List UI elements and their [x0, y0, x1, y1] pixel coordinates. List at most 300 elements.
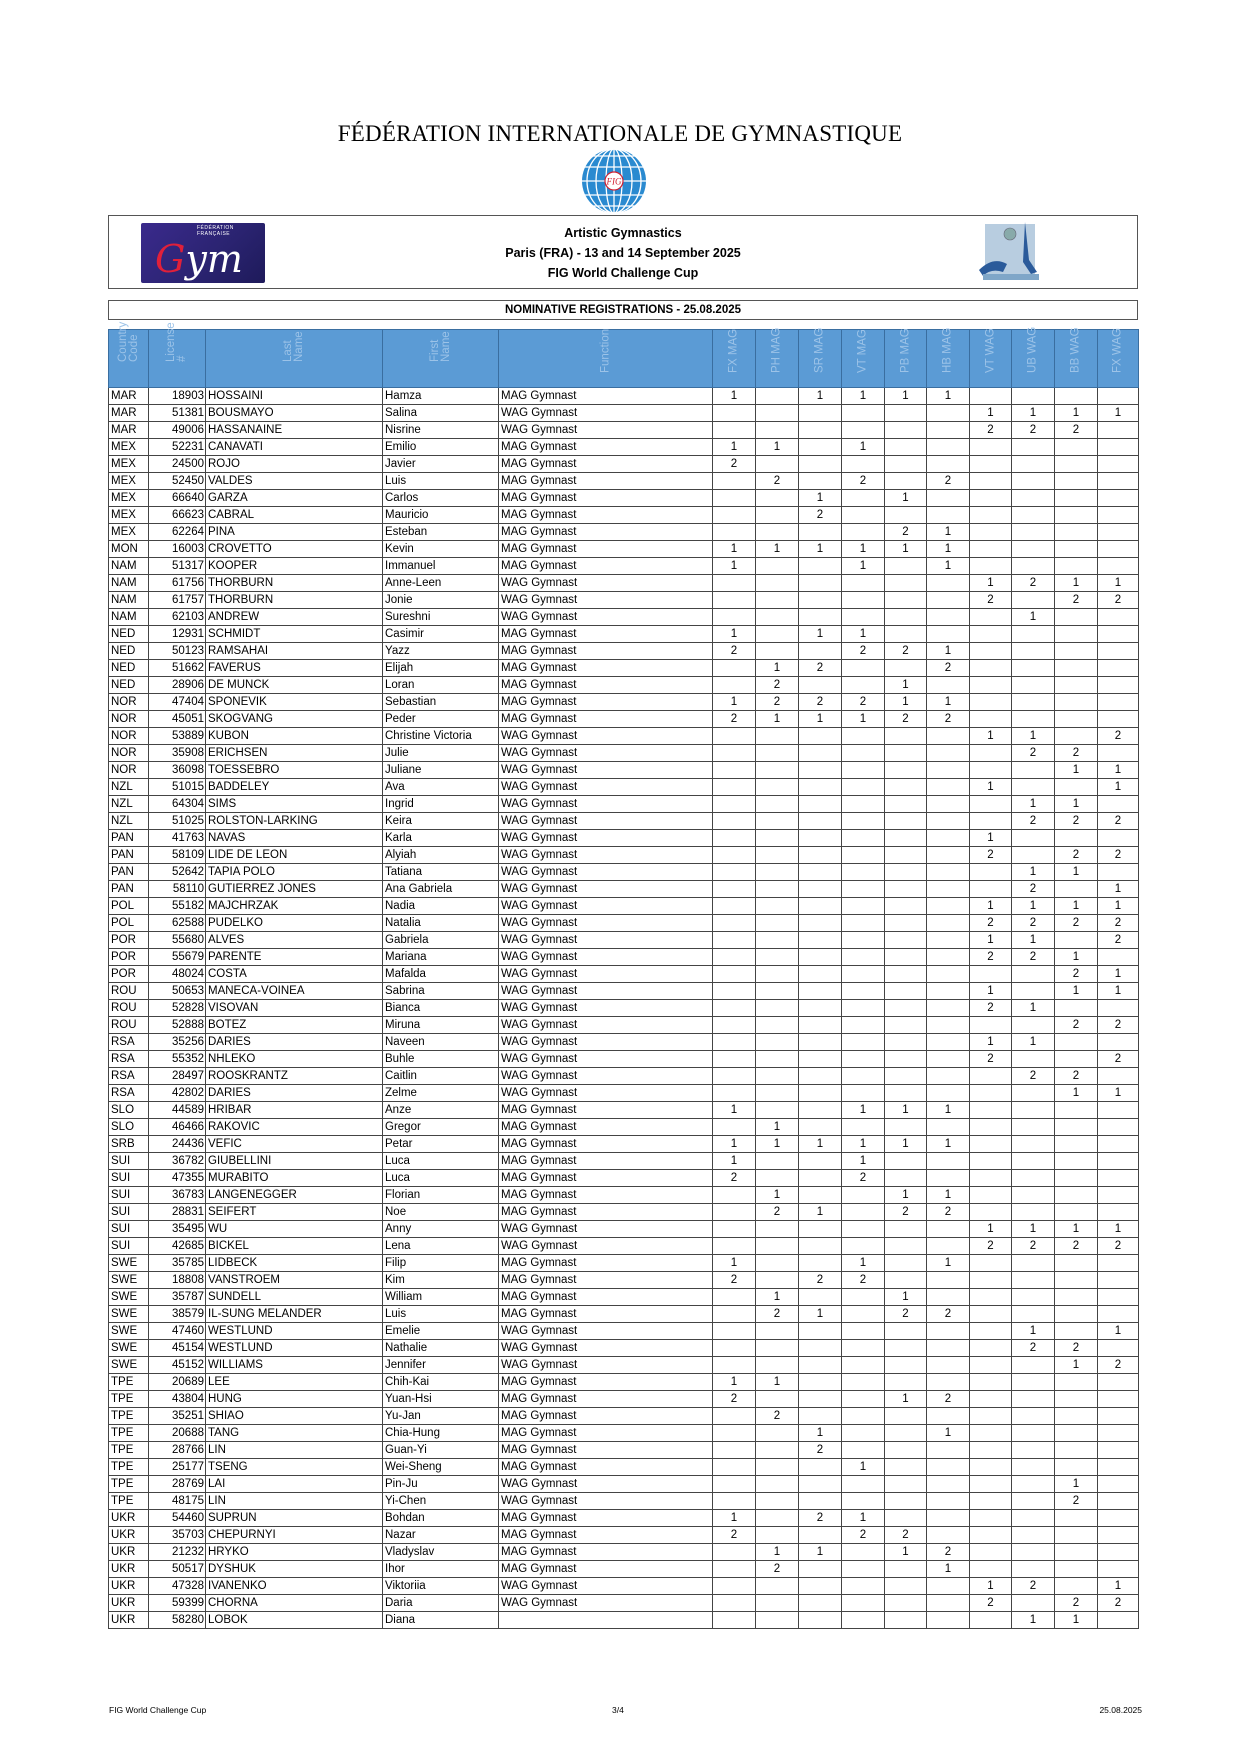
function-cell: MAG Gymnast: [499, 388, 713, 405]
license-cell: 35703: [149, 1527, 206, 1544]
column-header: [842, 330, 885, 388]
apparatus-entry-cell: [756, 881, 799, 898]
table-row: [109, 677, 1139, 694]
first-name-cell: Bianca: [383, 1000, 499, 1017]
apparatus-entry-cell: [970, 1442, 1012, 1459]
function-cell: WAG Gymnast: [499, 592, 713, 609]
apparatus-entry-cell: [799, 1561, 842, 1578]
apparatus-entry-cell: [1055, 1119, 1098, 1136]
function-cell: MAG Gymnast: [499, 1170, 713, 1187]
country-code-cell: MON: [109, 541, 149, 558]
last-name-cell: VISOVAN: [206, 1000, 383, 1017]
apparatus-entry-cell: [713, 1000, 756, 1017]
country-code-cell: ROU: [109, 1017, 149, 1034]
apparatus-entry-cell: 2: [713, 456, 756, 473]
apparatus-entry-cell: 1: [1055, 864, 1098, 881]
first-name-cell: Elijah: [383, 660, 499, 677]
apparatus-entry-cell: [799, 456, 842, 473]
function-cell: WAG Gymnast: [499, 609, 713, 626]
first-name-cell: Pin-Ju: [383, 1476, 499, 1493]
country-code-cell: SWE: [109, 1340, 149, 1357]
table-row: [109, 609, 1139, 626]
apparatus-entry-cell: 1: [970, 1578, 1012, 1595]
table-row: [109, 1289, 1139, 1306]
apparatus-entry-cell: [842, 1442, 885, 1459]
table-row: [109, 1255, 1139, 1272]
apparatus-entry-cell: 2: [970, 1595, 1012, 1612]
apparatus-entry-cell: [1012, 1493, 1055, 1510]
apparatus-entry-cell: 2: [885, 1306, 927, 1323]
function-cell: MAG Gymnast: [499, 1289, 713, 1306]
apparatus-entry-cell: 2: [713, 711, 756, 728]
first-name-cell: Viktoriia: [383, 1578, 499, 1595]
apparatus-entry-cell: [842, 490, 885, 507]
country-code-cell: MEX: [109, 507, 149, 524]
last-name-cell: DYSHUK: [206, 1561, 383, 1578]
first-name-cell: Daria: [383, 1595, 499, 1612]
license-cell: 21232: [149, 1544, 206, 1561]
function-cell: WAG Gymnast: [499, 422, 713, 439]
apparatus-entry-cell: [713, 1221, 756, 1238]
apparatus-entry-cell: 1: [842, 1510, 885, 1527]
apparatus-entry-cell: 2: [756, 1561, 799, 1578]
country-code-cell: NAM: [109, 558, 149, 575]
apparatus-entry-cell: 2: [885, 524, 927, 541]
apparatus-entry-cell: [756, 626, 799, 643]
apparatus-entry-cell: [1055, 677, 1098, 694]
last-name-cell: ALVES: [206, 932, 383, 949]
apparatus-entry-cell: [1098, 1289, 1139, 1306]
license-cell: 55679: [149, 949, 206, 966]
apparatus-entry-cell: 1: [927, 541, 970, 558]
first-name-cell: Javier: [383, 456, 499, 473]
apparatus-entry-cell: [799, 1391, 842, 1408]
table-row: [109, 1476, 1139, 1493]
apparatus-entry-cell: [842, 422, 885, 439]
first-name-cell: Jennifer: [383, 1357, 499, 1374]
apparatus-entry-cell: [970, 1289, 1012, 1306]
license-cell: 66623: [149, 507, 206, 524]
country-code-cell: NZL: [109, 813, 149, 830]
apparatus-entry-cell: [756, 1170, 799, 1187]
apparatus-entry-cell: [842, 1221, 885, 1238]
apparatus-entry-cell: [970, 745, 1012, 762]
apparatus-entry-cell: 1: [842, 1102, 885, 1119]
column-header-label: HB MAG: [941, 327, 954, 373]
apparatus-entry-cell: [842, 949, 885, 966]
apparatus-entry-cell: [842, 507, 885, 524]
apparatus-entry-cell: [1012, 847, 1055, 864]
first-name-cell: Juliane: [383, 762, 499, 779]
apparatus-entry-cell: 1: [713, 1136, 756, 1153]
apparatus-entry-cell: [799, 881, 842, 898]
apparatus-entry-cell: [756, 1238, 799, 1255]
country-code-cell: RSA: [109, 1051, 149, 1068]
first-name-cell: Vladyslav: [383, 1544, 499, 1561]
apparatus-entry-cell: [842, 1391, 885, 1408]
apparatus-entry-cell: 2: [842, 1170, 885, 1187]
column-header: [149, 322, 206, 388]
function-cell: MAG Gymnast: [499, 1255, 713, 1272]
table-row: [109, 932, 1139, 949]
country-code-cell: POR: [109, 966, 149, 983]
apparatus-entry-cell: [1012, 388, 1055, 405]
apparatus-entry-cell: 2: [1055, 847, 1098, 864]
license-cell: 45051: [149, 711, 206, 728]
apparatus-entry-cell: 2: [1055, 915, 1098, 932]
license-cell: 18808: [149, 1272, 206, 1289]
event-name: FIG World Challenge Cup: [547, 266, 699, 280]
apparatus-entry-cell: [970, 1493, 1012, 1510]
table-row: [109, 643, 1139, 660]
apparatus-entry-cell: 1: [970, 898, 1012, 915]
last-name-cell: LEE: [206, 1374, 383, 1391]
last-name-cell: IVANENKO: [206, 1578, 383, 1595]
apparatus-entry-cell: 1: [927, 1136, 970, 1153]
apparatus-entry-cell: 1: [927, 1425, 970, 1442]
apparatus-entry-cell: [970, 1340, 1012, 1357]
first-name-cell: Filip: [383, 1255, 499, 1272]
table-row: [109, 881, 1139, 898]
apparatus-entry-cell: [756, 1595, 799, 1612]
apparatus-entry-cell: 2: [1098, 813, 1139, 830]
column-header-label: VT MAG: [856, 329, 869, 373]
apparatus-entry-cell: 1: [885, 677, 927, 694]
apparatus-entry-cell: 2: [970, 1051, 1012, 1068]
country-code-cell: MAR: [109, 388, 149, 405]
apparatus-entry-cell: [842, 1017, 885, 1034]
apparatus-entry-cell: 2: [970, 847, 1012, 864]
apparatus-entry-cell: 1: [970, 728, 1012, 745]
country-code-cell: UKR: [109, 1561, 149, 1578]
apparatus-entry-cell: [1012, 1459, 1055, 1476]
apparatus-entry-cell: [970, 507, 1012, 524]
function-cell: [499, 1612, 713, 1629]
function-cell: WAG Gymnast: [499, 728, 713, 745]
apparatus-entry-cell: [885, 660, 927, 677]
apparatus-entry-cell: [970, 677, 1012, 694]
apparatus-entry-cell: 1: [1012, 1221, 1055, 1238]
apparatus-entry-cell: 1: [885, 1136, 927, 1153]
apparatus-entry-cell: [885, 1272, 927, 1289]
apparatus-entry-cell: [927, 1323, 970, 1340]
apparatus-entry-cell: [713, 830, 756, 847]
function-cell: WAG Gymnast: [499, 575, 713, 592]
apparatus-entry-cell: [885, 1476, 927, 1493]
table-row: [109, 1017, 1139, 1034]
apparatus-entry-cell: [1012, 1527, 1055, 1544]
apparatus-entry-cell: [970, 1476, 1012, 1493]
function-cell: WAG Gymnast: [499, 779, 713, 796]
apparatus-entry-cell: [970, 1017, 1012, 1034]
table-row: [109, 745, 1139, 762]
apparatus-entry-cell: [927, 728, 970, 745]
apparatus-entry-cell: [927, 966, 970, 983]
apparatus-entry-cell: 2: [1055, 1595, 1098, 1612]
apparatus-entry-cell: [799, 1459, 842, 1476]
apparatus-entry-cell: [970, 1323, 1012, 1340]
apparatus-entry-cell: 1: [1055, 1612, 1098, 1629]
apparatus-entry-cell: [1012, 1136, 1055, 1153]
apparatus-entry-cell: [1055, 1544, 1098, 1561]
apparatus-entry-cell: [970, 1391, 1012, 1408]
country-code-cell: PAN: [109, 847, 149, 864]
apparatus-entry-cell: [1012, 643, 1055, 660]
apparatus-entry-cell: 1: [927, 558, 970, 575]
apparatus-entry-cell: [927, 1493, 970, 1510]
apparatus-entry-cell: 1: [842, 1459, 885, 1476]
apparatus-entry-cell: 1: [713, 626, 756, 643]
table-row: [109, 694, 1139, 711]
apparatus-entry-cell: [1012, 966, 1055, 983]
table-row: [109, 405, 1139, 422]
apparatus-entry-cell: [799, 558, 842, 575]
license-cell: 62588: [149, 915, 206, 932]
apparatus-entry-cell: 1: [1055, 762, 1098, 779]
apparatus-entry-cell: 1: [842, 626, 885, 643]
table-row: [109, 1544, 1139, 1561]
apparatus-entry-cell: [1098, 507, 1139, 524]
country-code-cell: NAM: [109, 609, 149, 626]
apparatus-entry-cell: [1098, 473, 1139, 490]
apparatus-entry-cell: 2: [1055, 745, 1098, 762]
first-name-cell: Yi-Chen: [383, 1493, 499, 1510]
apparatus-entry-cell: [713, 575, 756, 592]
apparatus-entry-cell: [713, 932, 756, 949]
apparatus-entry-cell: [927, 1170, 970, 1187]
function-cell: MAG Gymnast: [499, 660, 713, 677]
license-cell: 61757: [149, 592, 206, 609]
apparatus-entry-cell: [713, 779, 756, 796]
apparatus-entry-cell: [927, 422, 970, 439]
apparatus-entry-cell: [1055, 507, 1098, 524]
apparatus-entry-cell: 1: [885, 1187, 927, 1204]
apparatus-entry-cell: [1055, 1459, 1098, 1476]
apparatus-entry-cell: 2: [713, 643, 756, 660]
apparatus-entry-cell: [756, 1493, 799, 1510]
function-cell: MAG Gymnast: [499, 677, 713, 694]
last-name-cell: KUBON: [206, 728, 383, 745]
apparatus-entry-cell: [756, 898, 799, 915]
apparatus-entry-cell: 1: [713, 1255, 756, 1272]
function-cell: MAG Gymnast: [499, 1408, 713, 1425]
table-row: [109, 660, 1139, 677]
apparatus-entry-cell: [713, 1238, 756, 1255]
apparatus-entry-cell: 1: [756, 439, 799, 456]
apparatus-entry-cell: 2: [1098, 847, 1139, 864]
apparatus-entry-cell: [1098, 1102, 1139, 1119]
apparatus-entry-cell: 2: [1012, 422, 1055, 439]
apparatus-entry-cell: [756, 1612, 799, 1629]
apparatus-entry-cell: 2: [885, 711, 927, 728]
table-row: [109, 1153, 1139, 1170]
country-code-cell: NOR: [109, 694, 149, 711]
apparatus-entry-cell: 1: [970, 779, 1012, 796]
apparatus-entry-cell: [799, 1187, 842, 1204]
first-name-cell: Natalia: [383, 915, 499, 932]
first-name-cell: Kevin: [383, 541, 499, 558]
apparatus-entry-cell: [799, 575, 842, 592]
apparatus-entry-cell: [927, 1119, 970, 1136]
apparatus-entry-cell: [713, 864, 756, 881]
apparatus-entry-cell: [1098, 830, 1139, 847]
apparatus-entry-cell: [970, 626, 1012, 643]
apparatus-entry-cell: [713, 745, 756, 762]
column-header: [927, 327, 970, 388]
function-cell: WAG Gymnast: [499, 898, 713, 915]
first-name-cell: Petar: [383, 1136, 499, 1153]
table-row: [109, 1595, 1139, 1612]
apparatus-entry-cell: 2: [1098, 1051, 1139, 1068]
country-code-cell: NED: [109, 660, 149, 677]
apparatus-entry-cell: 2: [713, 1272, 756, 1289]
apparatus-entry-cell: 1: [799, 1306, 842, 1323]
apparatus-entry-cell: [1098, 1527, 1139, 1544]
table-row: [109, 864, 1139, 881]
country-code-cell: RSA: [109, 1085, 149, 1102]
apparatus-entry-cell: 2: [927, 1544, 970, 1561]
function-cell: WAG Gymnast: [499, 1034, 713, 1051]
license-cell: 66640: [149, 490, 206, 507]
apparatus-entry-cell: 1: [842, 388, 885, 405]
apparatus-entry-cell: [1098, 1272, 1139, 1289]
apparatus-entry-cell: [885, 779, 927, 796]
license-cell: 35787: [149, 1289, 206, 1306]
apparatus-entry-cell: 2: [1055, 1238, 1098, 1255]
license-cell: 52450: [149, 473, 206, 490]
apparatus-entry-cell: [799, 1493, 842, 1510]
apparatus-entry-cell: [885, 1425, 927, 1442]
apparatus-entry-cell: [842, 609, 885, 626]
function-cell: MAG Gymnast: [499, 439, 713, 456]
country-code-cell: UKR: [109, 1595, 149, 1612]
apparatus-entry-cell: 1: [1098, 1221, 1139, 1238]
table-row: [109, 1357, 1139, 1374]
apparatus-entry-cell: [927, 1476, 970, 1493]
apparatus-entry-cell: 1: [1098, 575, 1139, 592]
apparatus-entry-cell: 1: [756, 1289, 799, 1306]
last-name-cell: BICKEL: [206, 1238, 383, 1255]
apparatus-entry-cell: 2: [1012, 1238, 1055, 1255]
apparatus-entry-cell: [885, 439, 927, 456]
apparatus-entry-cell: 1: [799, 1136, 842, 1153]
table-row: [109, 1068, 1139, 1085]
first-name-cell: Ingrid: [383, 796, 499, 813]
license-cell: 24436: [149, 1136, 206, 1153]
apparatus-entry-cell: [756, 1323, 799, 1340]
function-cell: WAG Gymnast: [499, 847, 713, 864]
first-name-cell: Salina: [383, 405, 499, 422]
apparatus-entry-cell: [756, 745, 799, 762]
apparatus-entry-cell: [885, 1221, 927, 1238]
license-cell: 35495: [149, 1221, 206, 1238]
table-row: [109, 439, 1139, 456]
apparatus-entry-cell: [970, 1510, 1012, 1527]
apparatus-entry-cell: [799, 1017, 842, 1034]
apparatus-entry-cell: [927, 456, 970, 473]
apparatus-entry-cell: [885, 1034, 927, 1051]
footer-event-name: FIG World Challenge Cup: [109, 1705, 207, 1715]
apparatus-entry-cell: [799, 1102, 842, 1119]
license-cell: 35251: [149, 1408, 206, 1425]
federation-title: FÉDÉRATION INTERNATIONALE DE GYMNASTIQUE: [337, 121, 903, 146]
first-name-cell: Immanuel: [383, 558, 499, 575]
apparatus-entry-cell: [927, 796, 970, 813]
column-header-label: Country Code: [116, 321, 140, 362]
apparatus-entry-cell: [885, 796, 927, 813]
apparatus-entry-cell: 1: [756, 541, 799, 558]
apparatus-entry-cell: 1: [713, 1374, 756, 1391]
apparatus-entry-cell: [756, 643, 799, 660]
apparatus-entry-cell: [1098, 490, 1139, 507]
apparatus-entry-cell: [970, 796, 1012, 813]
apparatus-entry-cell: [842, 1425, 885, 1442]
apparatus-entry-cell: [1098, 1510, 1139, 1527]
apparatus-entry-cell: [756, 847, 799, 864]
last-name-cell: BOTEZ: [206, 1017, 383, 1034]
table-row: [109, 1374, 1139, 1391]
first-name-cell: Ava: [383, 779, 499, 796]
license-cell: 42685: [149, 1238, 206, 1255]
apparatus-entry-cell: [1055, 490, 1098, 507]
country-code-cell: UKR: [109, 1612, 149, 1629]
apparatus-entry-cell: 1: [885, 694, 927, 711]
first-name-cell: Peder: [383, 711, 499, 728]
apparatus-entry-cell: 1: [885, 1102, 927, 1119]
license-cell: 25177: [149, 1459, 206, 1476]
apparatus-entry-cell: [799, 745, 842, 762]
country-code-cell: UKR: [109, 1544, 149, 1561]
apparatus-entry-cell: [1098, 1170, 1139, 1187]
apparatus-entry-cell: [1012, 507, 1055, 524]
apparatus-entry-cell: [1012, 677, 1055, 694]
first-name-cell: Mafalda: [383, 966, 499, 983]
apparatus-entry-cell: [885, 626, 927, 643]
country-code-cell: SWE: [109, 1306, 149, 1323]
apparatus-entry-cell: [842, 1493, 885, 1510]
table-row: [109, 541, 1139, 558]
apparatus-entry-cell: [756, 779, 799, 796]
apparatus-entry-cell: [756, 524, 799, 541]
first-name-cell: Noe: [383, 1204, 499, 1221]
apparatus-entry-cell: [927, 949, 970, 966]
apparatus-entry-cell: 1: [970, 830, 1012, 847]
function-cell: MAG Gymnast: [499, 541, 713, 558]
apparatus-entry-cell: [970, 1255, 1012, 1272]
first-name-cell: Mauricio: [383, 507, 499, 524]
apparatus-entry-cell: [713, 1595, 756, 1612]
apparatus-entry-cell: [842, 1323, 885, 1340]
license-cell: 50517: [149, 1561, 206, 1578]
apparatus-entry-cell: [756, 1459, 799, 1476]
first-name-cell: Buhle: [383, 1051, 499, 1068]
apparatus-entry-cell: [799, 966, 842, 983]
apparatus-entry-cell: 2: [1098, 915, 1139, 932]
apparatus-entry-cell: 1: [1055, 949, 1098, 966]
country-code-cell: POL: [109, 898, 149, 915]
column-header: [383, 330, 499, 388]
apparatus-entry-cell: [842, 1476, 885, 1493]
apparatus-entry-cell: [1055, 660, 1098, 677]
apparatus-entry-cell: 1: [885, 490, 927, 507]
apparatus-entry-cell: [970, 1170, 1012, 1187]
apparatus-entry-cell: [970, 1272, 1012, 1289]
apparatus-entry-cell: [756, 1255, 799, 1272]
apparatus-entry-cell: 1: [842, 1136, 885, 1153]
apparatus-entry-cell: [970, 1374, 1012, 1391]
apparatus-entry-cell: [1055, 609, 1098, 626]
function-cell: MAG Gymnast: [499, 1544, 713, 1561]
